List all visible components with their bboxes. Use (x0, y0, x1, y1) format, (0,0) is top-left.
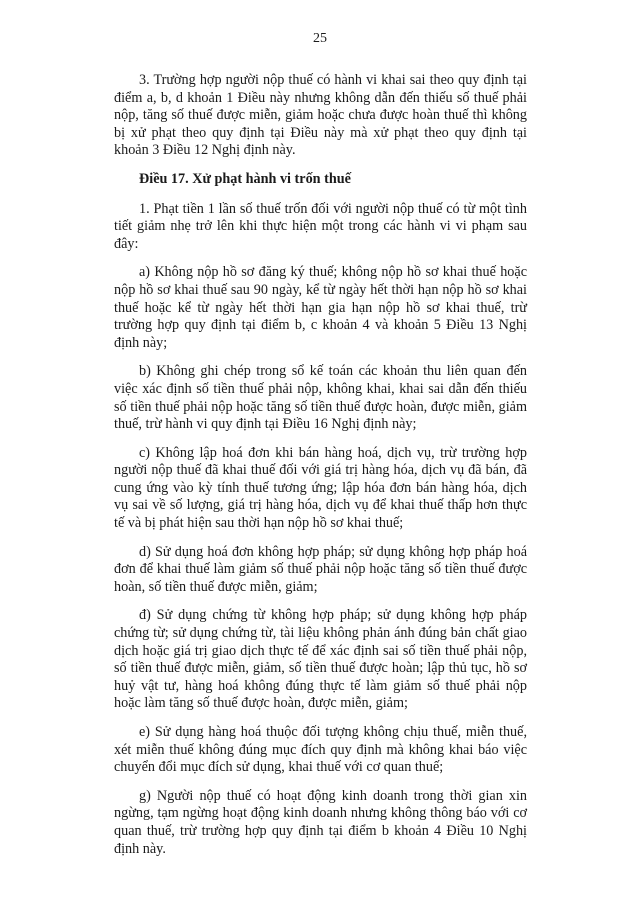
paragraph-clause-3: 3. Trường hợp người nộp thuế có hành vi khai sai theo quy định tại điểm a, b, d khoản 1 Điều này nhưng không dẫn đến thiếu số thuế phải nộp, tăng số thuế được miễn, giảm hoặc chưa được hoàn thuế thì không bị xử phạt theo quy định tại Điều này mà xử phạt theo quy định tại khoản 3 Điều 12 Nghị định này. (114, 72, 527, 159)
document-body (114, 72, 527, 869)
paragraph-point-d: d) Sử dụng hoá đơn không hợp pháp; sử dụng không hợp pháp hoá đơn để khai thuế làm giảm số thuế phải nộp hoặc tăng số tiền thuế được hoàn, số tiền thuế được miễn, giảm; (114, 543, 527, 595)
paragraph-clause-1: 1. Phạt tiền 1 lần số thuế trốn đối với người nộp thuế có từ một tình tiết giảm nhẹ trở lên khi thực hiện một trong các hành vi vi phạm sau đây: (114, 200, 527, 252)
paragraph-point-c: c) Không lập hoá đơn khi bán hàng hoá, dịch vụ, trừ trường hợp người nộp thuế đã khai thuế đối với giá trị hàng hóa, dịch vụ đã bán, đã cung ứng vào kỳ tính thuế tương ứng; lập hóa đơn bán hàng hóa, dịch vụ sai về số lượng, giá trị hàng hóa, dịch vụ để khai thuế thấp hơn thực tế và bị phát hiện sau thời hạn nộp hồ sơ khai thuế; (114, 444, 527, 532)
paragraph-point-g: g) Người nộp thuế có hoạt động kinh doanh trong thời gian xin ngừng, tạm ngừng hoạt động kinh doanh nhưng không thông báo với cơ quan thuế, trừ trường hợp quy định tại điểm b khoản 4 Điều 10 Nghị định này. (114, 787, 527, 857)
paragraph-point-dd: đ) Sử dụng chứng từ không hợp pháp; sử dụng không hợp pháp chứng từ; sử dụng chứng từ, tài liệu không phản ánh đúng bản chất giao dịch hoặc giá trị giao dịch thực tế để xác định sai số tiền thuế phải nộp, số tiền thuế được miễn, giảm, số tiền thuế được hoàn; lập thủ tục, hồ sơ huỷ vật tư, hàng hoá không đúng thực tế làm giảm số thuế phải nộp hoặc làm tăng số thuế được hoàn, được miễn, giảm; (114, 607, 527, 712)
page-number: 25 (313, 31, 327, 46)
paragraph-point-a: a) Không nộp hồ sơ đăng ký thuế; không nộp hồ sơ khai thuế hoặc nộp hồ sơ khai thuế sau 90 ngày, kể từ ngày hết thời hạn nộp hồ sơ khai thuế hoặc kể từ ngày hết thời hạn gia hạn nộp hồ sơ khai thuế, trừ trường hợp quy định tại điểm b, c khoản 4 và khoản 5 Điều 13 Nghị định này; (114, 264, 527, 351)
article-17-heading: Điều 17. Xử phạt hành vi trốn thuế (139, 170, 351, 187)
paragraph-point-b: b) Không ghi chép trong sổ kế toán các khoản thu liên quan đến việc xác định số tiền thuế phải nộp, không khai, khai sai dẫn đến thiếu số tiền thuế phải nộp hoặc tăng số tiền thuế được hoàn, được miễn, giảm thuế, trừ hành vi quy định tại Điều 16 Nghị định này; (114, 363, 527, 433)
paragraph-point-e: e) Sử dụng hàng hoá thuộc đối tượng không chịu thuế, miễn thuế, xét miễn thuế không đúng mục đích quy định mà không khai báo việc chuyển đổi mục đích sử dụng, khai thuế với cơ quan thuế; (114, 724, 527, 776)
